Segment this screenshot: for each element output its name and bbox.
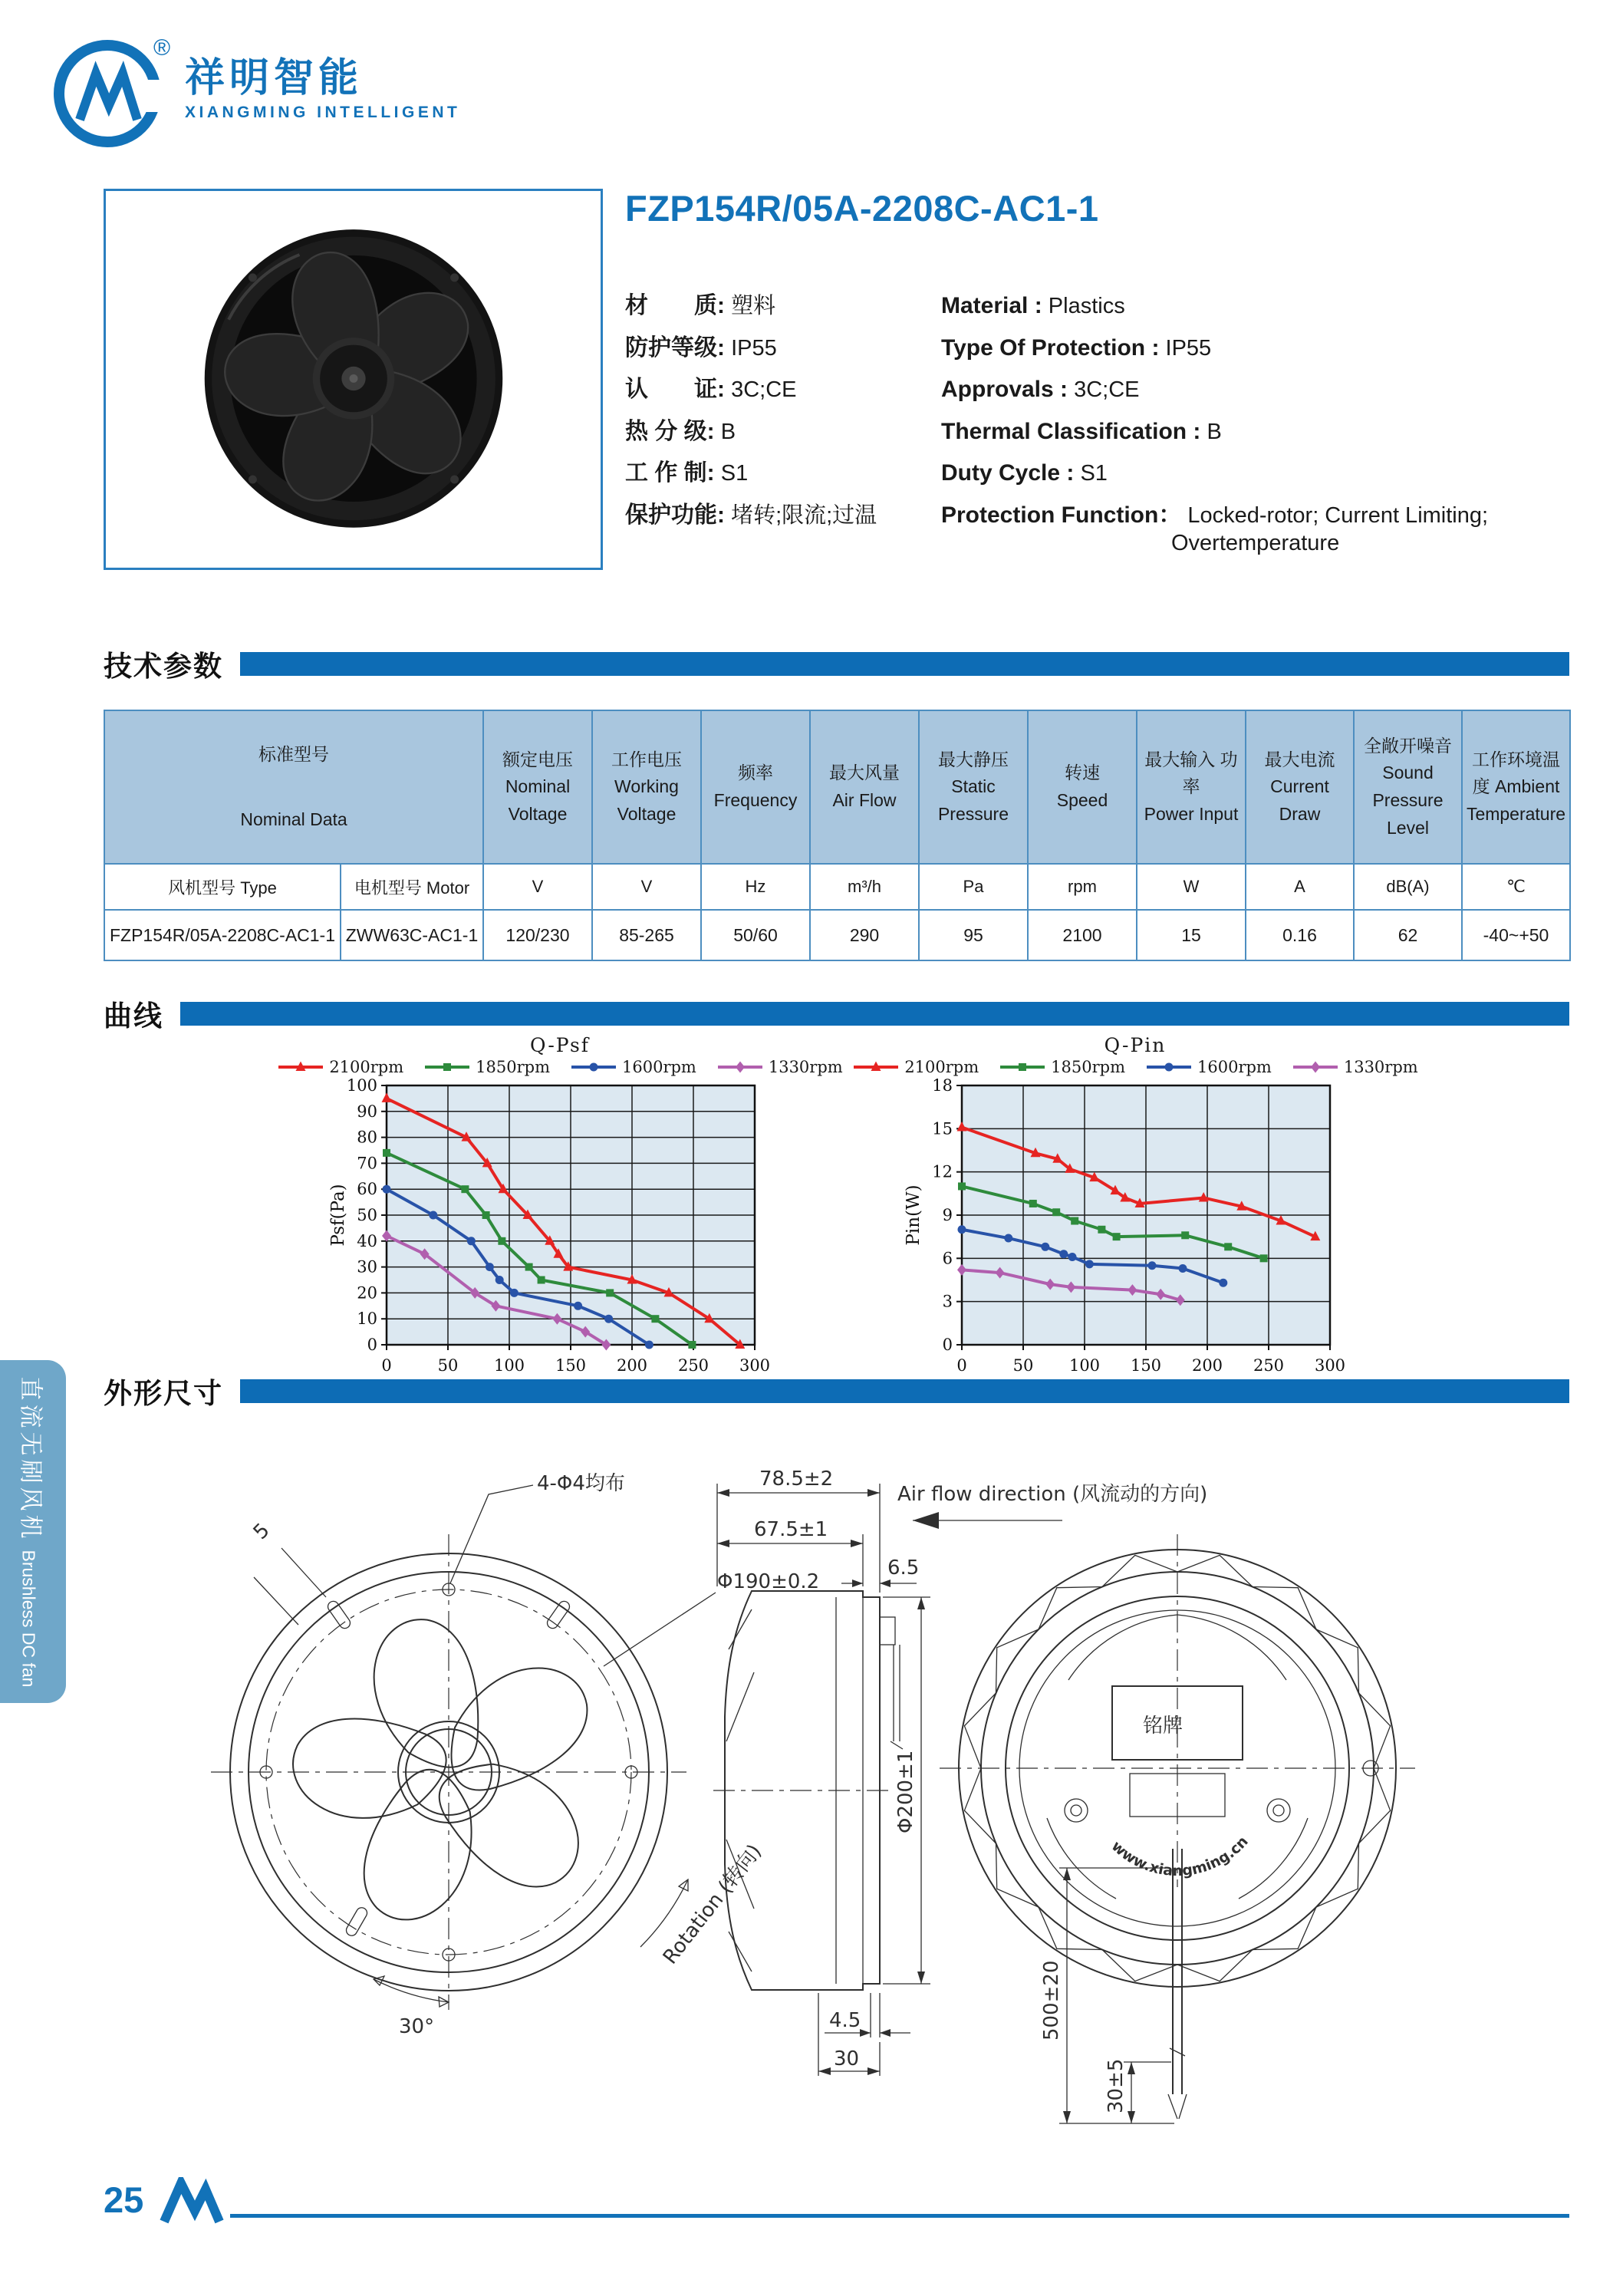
spec-row-material <box>625 292 1576 321</box>
col-working-voltage: 工作电压 Working Voltage <box>592 710 701 864</box>
section-title: 外形尺寸 <box>104 1378 223 1409</box>
qpsf-chart <box>329 1034 843 1410</box>
footer-line <box>230 2214 1569 2218</box>
svg-text:12: 12 <box>932 1162 953 1181</box>
qpin-chart <box>904 1034 1418 1410</box>
legend-swatch <box>716 1060 764 1074</box>
section-bar <box>240 1379 1569 1403</box>
svg-text:0: 0 <box>367 1336 377 1354</box>
col-ambient-temperature: 工作环境温度 Ambient Temperature <box>1462 710 1570 864</box>
nameplate-label: 铭牌 <box>1143 1715 1184 1738</box>
svg-text:100: 100 <box>493 1356 525 1375</box>
front-bolt-circle-label: Φ190±0.2 <box>717 1570 820 1593</box>
side-diameter-label: Φ200±1 <box>894 1750 917 1833</box>
value-static-pressure: 95 <box>919 910 1028 960</box>
value-working-voltage: 85-265 <box>592 910 701 960</box>
svg-text:20: 20 <box>357 1283 377 1303</box>
spec-cn-label: 工 作 制: <box>625 460 715 486</box>
section-bar <box>180 1002 1569 1026</box>
value-nominal-voltage: 120/230 <box>483 910 592 960</box>
dimension-drawings-svg <box>104 1419 1569 2133</box>
svg-text:0: 0 <box>381 1356 392 1375</box>
svg-text:200: 200 <box>1191 1356 1223 1375</box>
svg-text:Pin(W): Pin(W) <box>905 1184 923 1246</box>
section-tech-params <box>104 643 1569 684</box>
spec-en-label: Material : <box>941 293 1042 318</box>
value-fan-model: FZP154R/05A-2208C-AC1-1 <box>104 910 341 960</box>
value-power-input: 15 <box>1137 910 1246 960</box>
side-tab-cn: 直流无刷风机 <box>17 1376 44 1543</box>
svg-text:250: 250 <box>1253 1356 1285 1375</box>
svg-text:0: 0 <box>942 1336 953 1354</box>
fan-product-photo <box>173 211 534 548</box>
svg-text:70: 70 <box>357 1154 377 1173</box>
value-current-draw: 0.16 <box>1246 910 1354 960</box>
spec-cn-value: 3C;CE <box>731 377 797 402</box>
section-title: 曲线 <box>104 1000 163 1032</box>
svg-text:10: 10 <box>357 1309 377 1329</box>
col-sound-pressure: 全敞开噪音 Sound Pressure Level <box>1354 710 1462 864</box>
value-speed: 2100 <box>1028 910 1137 960</box>
spec-en-value: 3C;CE <box>1074 377 1140 402</box>
website-curved-text: www.xiangming.cn <box>1108 1833 1252 1879</box>
front-angle-label: 30° <box>399 2015 435 2038</box>
side-tab-brushless-dc-fan <box>0 1360 66 1703</box>
svg-text:30: 30 <box>357 1257 377 1276</box>
side-depth-total-label: 78.5±2 <box>759 1468 834 1491</box>
svg-text:Psf(Pa): Psf(Pa) <box>330 1184 348 1247</box>
svg-text:18: 18 <box>932 1076 953 1095</box>
legend-item: 1330rpm <box>1292 1058 1418 1076</box>
svg-text:6: 6 <box>942 1249 953 1268</box>
legend-item: 1850rpm <box>423 1058 550 1076</box>
brand-logo-icon <box>48 26 174 153</box>
value-air-flow: 290 <box>810 910 919 960</box>
spec-row-duty-cycle <box>625 459 1576 488</box>
value-ambient-temp: -40~+50 <box>1462 910 1570 960</box>
spec-cn-label: 材 质: <box>625 293 725 318</box>
product-photo-frame <box>104 189 603 570</box>
col-frequency: 频率 Frequency <box>701 710 810 864</box>
value-frequency: 50/60 <box>701 910 810 960</box>
section-curves <box>104 993 1569 1034</box>
page-number: 25 <box>104 2179 144 2220</box>
chart-plot <box>905 1076 1350 1406</box>
svg-text:60: 60 <box>357 1180 377 1199</box>
col-power-input: 最大输入 功率 Power Input <box>1137 710 1246 864</box>
spec-row-protection-class <box>625 334 1576 363</box>
svg-text:50: 50 <box>357 1206 377 1224</box>
side-dim-30-label: 30 <box>834 2047 860 2070</box>
chart-plot <box>330 1076 775 1406</box>
svg-text:250: 250 <box>677 1356 709 1375</box>
value-sound-level: 62 <box>1354 910 1462 960</box>
table-header-row <box>104 710 1570 864</box>
spec-en-label: Type Of Protection : <box>941 334 1160 361</box>
legend-swatch <box>1292 1060 1339 1074</box>
section-bar <box>240 652 1569 676</box>
spec-en-value: Plastics <box>1048 294 1125 318</box>
spec-en-value: IP55 <box>1165 335 1212 361</box>
unit-cell: 电机型号 Motor <box>341 864 483 910</box>
side-flange-offset-label: 6.5 <box>887 1556 920 1580</box>
side-depth-body-label: 67.5±1 <box>754 1518 828 1541</box>
legend-swatch <box>852 1060 900 1074</box>
spec-cn-value: 堵转;限流;过温 <box>731 502 877 528</box>
chart-legend <box>904 1058 1418 1076</box>
brand-name-cn: 祥明智能 <box>185 55 364 100</box>
brand-logo <box>48 26 460 153</box>
front-view-drawing <box>211 1472 819 2038</box>
col-static-pressure: 最大静压 Static Pressure <box>919 710 1028 864</box>
svg-text:90: 90 <box>357 1102 377 1121</box>
spec-en-value: S1 <box>1080 461 1108 486</box>
spec-en-label: Approvals : <box>941 377 1068 402</box>
dimension-drawings <box>104 1419 1569 2136</box>
spec-cn-value: 塑料 <box>731 294 776 318</box>
back-view-drawing <box>940 1534 1415 2123</box>
unit-cell: W <box>1137 864 1246 910</box>
unit-cell: m³/h <box>810 864 919 910</box>
svg-text:9: 9 <box>942 1206 953 1224</box>
table-units-row <box>104 864 1570 910</box>
spec-cn-label: 防护等级: <box>625 334 725 361</box>
svg-text:80: 80 <box>357 1128 377 1147</box>
section-dimensions <box>104 1370 1569 1412</box>
legend-swatch <box>423 1060 471 1074</box>
spec-en-label: Duty Cycle : <box>941 460 1075 486</box>
svg-text:100: 100 <box>1068 1356 1101 1375</box>
parameters-table <box>104 710 1571 961</box>
spec-cn-value: S1 <box>720 461 749 486</box>
spec-list <box>625 292 1576 570</box>
unit-cell: rpm <box>1028 864 1137 910</box>
unit-cell: 风机型号 Type <box>104 864 341 910</box>
spec-en-label: Protection Function： <box>941 502 1182 528</box>
chart-legend <box>329 1058 843 1076</box>
svg-text:300: 300 <box>1314 1356 1346 1375</box>
svg-text:15: 15 <box>932 1119 953 1138</box>
legend-item: 1600rpm <box>570 1058 696 1076</box>
front-rotation-label: Rotation (转向) <box>658 1840 767 1969</box>
chart-title: Q-Psf <box>529 1034 591 1056</box>
brand-name-en: XIANGMING INTELLIGENT <box>185 104 461 122</box>
legend-item: 2100rpm <box>852 1058 979 1076</box>
wire-strip-label: 30±5 <box>1104 2058 1128 2113</box>
legend-item: 2100rpm <box>277 1058 403 1076</box>
side-dim-4-5-label: 4.5 <box>829 2009 861 2032</box>
wire-length-label: 500±20 <box>1040 1960 1063 2041</box>
svg-text:200: 200 <box>616 1356 648 1375</box>
spec-row-protection-function <box>625 501 1576 558</box>
svg-text:300: 300 <box>739 1356 771 1375</box>
svg-text:150: 150 <box>1130 1356 1162 1375</box>
unit-cell: dB(A) <box>1354 864 1462 910</box>
spec-cn-value: IP55 <box>731 335 777 361</box>
legend-swatch <box>570 1060 617 1074</box>
svg-text:50: 50 <box>1012 1356 1034 1375</box>
side-view-drawing <box>713 1468 1207 2076</box>
spec-cn-label: 认 证: <box>625 377 725 402</box>
spec-en-value: B <box>1207 419 1222 444</box>
col-nominal-data: 标准型号 Nominal Data <box>104 710 483 864</box>
spec-en-label: Thermal Classification : <box>941 418 1201 444</box>
unit-cell: Hz <box>701 864 810 910</box>
unit-cell: ℃ <box>1462 864 1570 910</box>
spec-row-thermal-class <box>625 417 1576 446</box>
unit-cell: Pa <box>919 864 1028 910</box>
spec-cn-label: 保护功能: <box>625 502 725 528</box>
legend-swatch <box>1145 1060 1193 1074</box>
spec-row-approvals <box>625 375 1576 404</box>
unit-cell: V <box>483 864 592 910</box>
registered-mark: ® <box>153 35 171 61</box>
spec-cn-label: 热 分 级: <box>625 418 715 444</box>
spec-cn-value: B <box>720 419 736 444</box>
footer-logo-icon <box>160 2177 226 2228</box>
section-title: 技术参数 <box>104 651 223 682</box>
chart-title: Q-Pin <box>1104 1034 1167 1056</box>
legend-item: 1600rpm <box>1145 1058 1272 1076</box>
unit-cell: V <box>592 864 701 910</box>
product-model-title: FZP154R/05A-2208C-AC1-1 <box>625 188 1099 229</box>
col-current-draw: 最大电流 Current Draw <box>1246 710 1354 864</box>
svg-text:50: 50 <box>437 1356 459 1375</box>
col-nominal-voltage: 额定电压 Nominal Voltage <box>483 710 592 864</box>
col-speed: 转速 Speed <box>1028 710 1137 864</box>
svg-text:150: 150 <box>555 1356 587 1375</box>
legend-swatch <box>277 1060 324 1074</box>
col-air-flow: 最大风量 Air Flow <box>810 710 919 864</box>
spec-en-value: Locked-rotor; Current Limiting; Overtemperature <box>1171 502 1489 555</box>
table-row <box>104 910 1570 960</box>
unit-cell: A <box>1246 864 1354 910</box>
svg-text:3: 3 <box>942 1292 953 1311</box>
value-motor-model: ZWW63C-AC1-1 <box>341 910 483 960</box>
front-holes-label: 4-Φ4均布 <box>537 1472 625 1495</box>
front-slot-width-label: 5 <box>249 1519 275 1544</box>
side-tab-en: Brushless DC fan <box>18 1550 39 1687</box>
svg-text:40: 40 <box>357 1231 377 1250</box>
side-airflow-label: Air flow direction (风流动的方向) <box>897 1483 1208 1506</box>
legend-item: 1330rpm <box>716 1058 843 1076</box>
legend-swatch <box>999 1060 1046 1074</box>
legend-item: 1850rpm <box>999 1058 1125 1076</box>
svg-text:0: 0 <box>956 1356 967 1375</box>
svg-text:100: 100 <box>346 1076 377 1095</box>
